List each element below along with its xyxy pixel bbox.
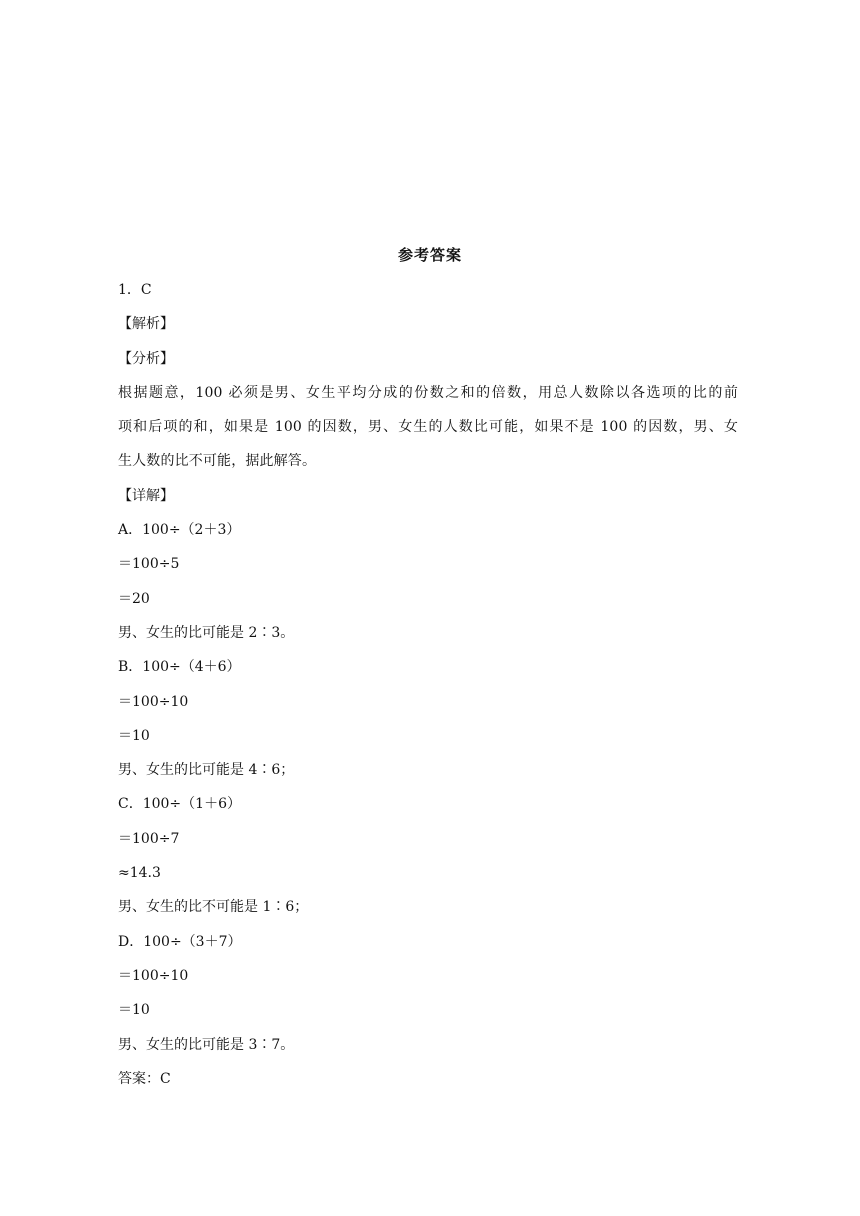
detail-line: ≈14.3	[118, 865, 161, 882]
final-answer: 答案：C	[118, 1070, 171, 1087]
detail-line: 男、女生的比可能是 3∶7。	[118, 1036, 295, 1053]
detail-line: 男、女生的比可能是 2∶3。	[118, 624, 295, 641]
analysis-text-line: 生人数的比不可能，据此解答。	[118, 453, 317, 470]
detail-line: C．100÷（1＋6）	[118, 796, 241, 813]
section-heading-detail: 【详解】	[118, 487, 174, 504]
detail-line: A．100÷（2＋3）	[118, 522, 241, 539]
detail-line: B．100÷（4＋6）	[118, 659, 241, 676]
analysis-text-line: 项和后项的和，如果是 100 的因数，男、女生的人数比可能，如果不是 100 的因数，男、女	[118, 419, 738, 436]
answer-content	[118, 278, 738, 1101]
answer-line: 1．C	[118, 282, 152, 298]
page-title: 参考答案	[397, 246, 462, 264]
detail-line: ＝100÷10	[118, 693, 189, 710]
analysis-text-line: 根据题意，100 必须是男、女生平均分成的份数之和的倍数，用总人数除以各选项的比的前	[118, 384, 738, 401]
section-heading-explanation: 【解析】	[118, 316, 174, 333]
detail-line: ＝100÷5	[118, 556, 180, 573]
detail-line: D．100÷（3＋7）	[118, 933, 242, 950]
detail-line: ＝10	[118, 1002, 150, 1019]
detail-line: ＝100÷10	[118, 967, 189, 984]
detail-line: ＝10	[118, 727, 150, 744]
detail-line: ＝100÷7	[118, 830, 180, 847]
detail-line: 男、女生的比不可能是 1∶6；	[118, 899, 309, 916]
section-heading-analysis: 【分析】	[118, 350, 174, 367]
detail-line: ＝20	[118, 590, 150, 607]
detail-line: 男、女生的比可能是 4∶6；	[118, 762, 295, 779]
